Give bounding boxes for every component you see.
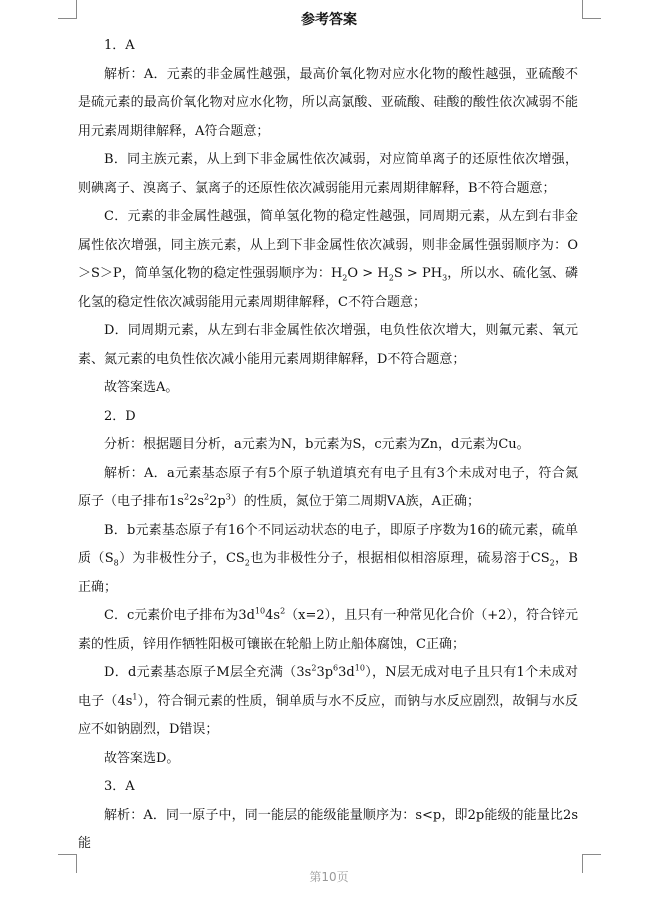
q3-number: 3．A (104, 779, 135, 794)
cs2-formula: $CS_2$ (225, 551, 250, 568)
stability-formula: $H_2O > H_2S > PH_3$ (330, 266, 448, 283)
q2-number: 2．D (104, 408, 136, 424)
page-number: 第10页 (309, 870, 349, 884)
copper-n-config: $4s^1$ (117, 692, 138, 709)
page-title: 参考答案 (301, 12, 357, 28)
nitrogen-config: $1s^22s^22p^3$ (169, 492, 231, 509)
cs2-formula: $CS_2$ (530, 551, 555, 568)
q2-option-d: D．d元素基态原子M层全充满$(3s^23p^63d^{10})$，N层无成对电子且只有1个未成对电子$(4s^1)$，符合铜元素的性质，铜单质与水不反应，而钠与水反应剧烈，故铜与水反应不如钠剧烈，D错误； (78, 663, 578, 737)
q2-option-b: B．b元素基态原子有16个不同运动状态的电子，即原子序数为16的硫元素，硫单质$(S_8)$为非极性分子，$CS_2$也为非极性分子，根据相似相溶原理，硫易溶于$CS_2$，B正确； (78, 522, 578, 595)
s8-formula: $S_8$ (104, 551, 119, 568)
q1-option-b: B．同主族元素，从上到下非金属性依次减弱，对应简单离子的还原性依次增强，则碘离子、溴离子、氯离子的还原性依次减弱能用元素周期律解释，B不符合题意； (78, 152, 578, 196)
q1-option-c-text-2: ，所以水、硫化氢、磷化氢的稳定性依次减弱能用元素周期律解释，C不符合题意； (78, 266, 578, 310)
q1-number: 1．A (104, 38, 135, 53)
zinc-config: $3d^{10}4s^2$ (238, 606, 286, 623)
q1-option-a: 解析：A．元素的非金属性越强，最高价氧化物对应水化物的酸性越强，亚硫酸不是硫元素的最高价氧化物对应水化物，所以高氯酸、亚硫酸、硅酸的酸性依次减弱不能用元素周期律解释，A符合题意； (78, 66, 578, 139)
q2-option-c: C．c元素价电子排布为$3d^{10}4s^2(x=2)$，且只有一种常见化合价（+2），符合锌元素的性质，锌用作牺牲阳极可镶嵌在轮船上防止船体腐蚀，C正确； (78, 606, 578, 652)
q2-answer: 故答案选D。 (104, 750, 180, 766)
q2-option-a: 解析：A．a元素基态原子有5个原子轨道填充有电子且有3个未成对电子，符合氮原子（电子排布$1s^22s^22p^3$）的性质，氮位于第二周期ⅤA族，A正确； (78, 465, 578, 509)
q1-option-d: D．同周期元素，从左到右非金属性依次增强，电负性依次增大，则氟元素、氧元素、氮元素的电负性依次减小能用元素周期律解释，D不符合题意； (78, 323, 578, 367)
answer-content (78, 32, 578, 859)
q3-option-a: 解析：A．同一原子中，同一能层的能级能量顺序为：s<p，即2p能级的能量比2s能 (78, 807, 578, 851)
copper-m-config: $3s^23p^63d^{10}$ (296, 663, 365, 680)
q1-answer: 故答案选A。 (104, 380, 179, 395)
q1-option-c (78, 203, 578, 317)
q2-analysis: 分析：根据题目分析，a元素为N，b元素为S，c元素为Zn，d元素为Cu。 (104, 437, 530, 452)
q1-option-c-text: C．元素的非金属性越强，简单氢化物的稳定性越强，同周期元素，从左到右非金属性依次增强，同主族元素，从上到下非金属性依次减弱，则非金属性强弱顺序为：O＞S＞P，简单氢化物的稳定性强弱顺序为： (78, 209, 578, 281)
